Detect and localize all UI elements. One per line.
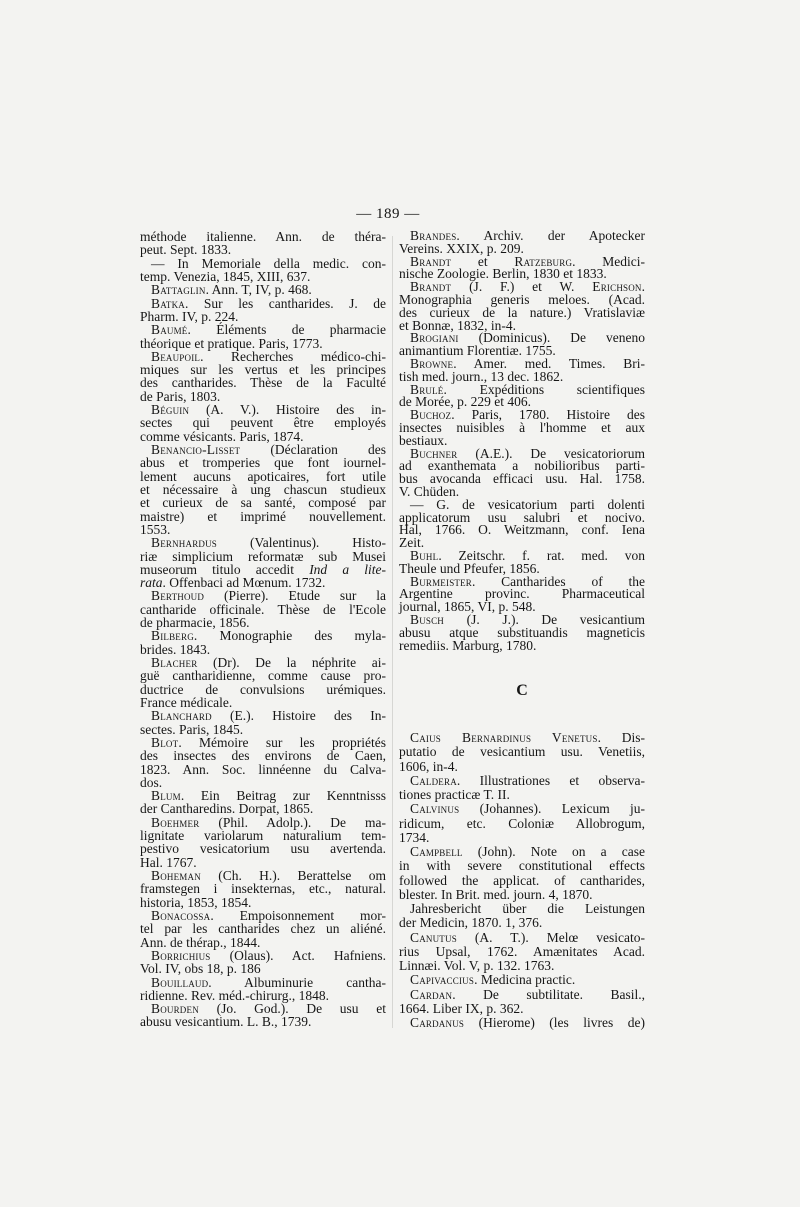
text-line [140,297,386,310]
text-line [140,976,386,989]
text-run: . Ann. T, IV, p. 468. [205,282,312,298]
text-run: . Dis- [597,730,645,745]
bibliography-entry [399,988,645,1017]
author-name: Blanchard [151,708,212,724]
text-run: tel par les cantharides chez un aliéné. [140,921,386,937]
text-line [140,390,386,403]
text-line [140,363,386,376]
text-line [140,337,386,350]
text-run: . Paris, 1780. Histoire des [451,407,645,423]
text-line [399,524,645,537]
text-run: 1823. Ann. Soc. linnéenne du Calva- [140,761,386,777]
text-run: . Ein Beitrag zur Kenntnisss [180,788,386,804]
text-line [140,882,386,895]
text-run: et [451,253,515,269]
text-line [399,859,645,873]
text-run: Vol. IV, obs 18, p. 186 [140,961,261,977]
text-run: et nécessaire à ung chascun studieux [140,481,386,497]
author-name: Bonacossa [151,907,211,923]
text-run: rius Upsal, 1762. Amænitates Acad. [399,943,645,959]
text-line [140,669,386,682]
text-run: Theule und Pfeufer, 1856. [399,560,540,576]
text-line [140,1015,386,1028]
text-run: followed the applicat. of cantharides, [399,872,645,888]
text-run: (A. V.). Histoire des in- [189,402,386,418]
text-line [140,323,386,336]
text-line [140,763,386,776]
text-line [399,788,645,802]
text-run: ductrice de convulsions urémiques. [140,681,386,697]
bibliography-entry [399,931,645,974]
author-name: Cardan [410,986,453,1002]
bibliography-entry [399,731,645,774]
text-run: cantharide officinale. Thèse de l'Ecole [140,601,386,617]
text-line [140,643,386,656]
author-name: Brandt [410,253,452,269]
author-name: Bilberg [151,628,194,644]
author-name: Bouillaud [151,974,209,990]
text-run: — G. de vesicatorium parti dolenti [410,496,645,512]
text-run: (A.E.). De vesicatoriorum [457,445,645,461]
text-line [399,945,645,959]
text-run: (Hierome) (les livres de) [464,1015,645,1030]
author-name: Blum [151,788,181,804]
text-line [399,1002,645,1016]
text-line [140,403,386,416]
text-run: sectes. Paris, 1845. [140,721,244,737]
text-run: . De subtilitate. Basil., [452,986,645,1002]
author-name: Beaupoil [151,348,201,364]
text-run: (J. J.). De vesicantium [444,611,645,627]
text-line [140,470,386,483]
text-line [140,736,386,749]
text-run: (Valentinus). Histo- [217,535,386,551]
text-run: Hal, 1766. O. Weitzmann, conf. Iena [399,522,645,538]
text-run: 1606, in-4. [399,758,458,774]
text-run: Ann. de thérap., 1844. [140,934,261,950]
bibliography-entry [140,629,386,656]
text-run: de Paris, 1803. [140,388,221,404]
text-run: (Johannes). Lexicum ju- [459,801,645,817]
author-name: Batka [151,295,186,311]
author-name: Campbell [410,844,463,859]
bibliography-entry [399,845,645,902]
bibliography-entry [140,736,386,789]
text-line [140,496,386,509]
author-name: Brandes [410,228,457,243]
bibliography-entry [399,547,645,576]
text-run: V. Chüden. [399,483,460,499]
bibliography-entry [399,774,645,803]
text-run: ridicum, etc. Coloniæ Allobrogum, [399,815,645,831]
author-name: Browne [410,355,454,371]
text-line [140,523,386,536]
text-run: pestivo vesicatorium usu avertenda. [140,841,386,857]
text-line [140,243,386,256]
text-run: Hal. 1767. [140,854,197,870]
text-run: miques sur les vertus et les principes [140,362,386,378]
text-line [140,789,386,802]
text-line [140,443,386,456]
carryover-entry [140,230,386,257]
author-name: Erichson [592,279,642,295]
italic-title: Ind a lite- [309,561,386,577]
bibliography-entry [399,355,645,384]
bibliography-entry [140,297,386,324]
text-run: riæ simplicium reformatæ sub Musei [140,548,386,564]
bibliography-entry [140,536,386,589]
text-run: de Morée, p. 229 et 406. [399,394,531,410]
text-line [140,856,386,869]
text-line [140,909,386,922]
text-line [140,576,386,589]
text-line [140,483,386,496]
bibliography-entry [140,283,386,296]
author-name: Béguin [151,402,190,418]
author-name: Baumé [151,322,188,338]
text-run: . Recherches médico-chi- [200,348,386,364]
text-run: (J. F.) et W. [451,279,593,295]
bibliography-entry [140,589,386,629]
text-line [399,831,645,845]
text-line [140,1002,386,1015]
text-line [399,902,645,916]
text-line [140,376,386,389]
bibliography-entry [140,869,386,909]
bibliography-entry [140,443,386,536]
text-run: putatio de vesicantium usu. Venetiis, [399,744,645,760]
text-run: . Expéditions scientifiques [443,381,645,397]
author-name: Benancio-Lisset [151,442,241,457]
text-line [140,709,386,722]
text-run: et curieux de sa santé, composé par [140,495,386,511]
bibliography-entry [399,902,645,931]
section-heading-letter: C [516,682,528,699]
text-run: (Olaus). Act. Hafniens. [210,947,386,963]
text-line [140,723,386,736]
text-run: (Dominicus). De veneno [458,330,645,346]
text-run: Pharm. IV, p. 224. [140,308,239,324]
text-run: (Phil. Adolp.). De ma- [199,814,386,830]
text-run: . Amer. med. Times. Bri- [453,355,645,371]
text-line [140,962,386,975]
text-line [140,829,386,842]
text-line [399,845,645,859]
text-run: . Empoisonnement mor- [210,907,386,923]
text-run: des curieux de la nature.) Vratislaviæ [399,304,645,320]
author-name: Buchner [410,445,458,461]
bibliography-entry [140,656,386,709]
author-name: Ratzeburg [514,253,573,269]
text-run: maistre) et imprimé nouvellement. [140,508,386,524]
text-run: peut. Sept. 1833. [140,242,232,258]
text-line [399,745,645,759]
text-run: blester. In Brit. med. journ. 4, 1870. [399,886,593,902]
bibliography-entry [140,350,386,403]
text-line [140,589,386,602]
text-run: (Jo. God.). De usu et [198,1001,386,1017]
author-name: Capivaccius [410,972,475,988]
author-name: Burmeister [410,573,473,589]
text-run: Zeit. [399,535,425,551]
bibliography-entry [399,802,645,845]
text-run: abusu atque substituandis magneticis [399,624,645,640]
author-name: Buhl [410,547,439,563]
text-line [399,774,645,788]
text-line [140,749,386,762]
author-name: Blot [151,734,179,750]
bibliography-entry [140,976,386,1003]
text-run: remediis. Marburg, 1780. [399,637,537,653]
text-run: . Illustrationes et observa- [456,772,645,788]
text-run: des cantharides. Thèse de la Faculté [140,375,386,391]
author-name: Caius Bernardinus Venetus [410,730,598,745]
text-run: . Medicina practic. [474,972,576,988]
text-run: lement aucuns apoticaires, fort utile [140,468,386,484]
text-line [140,696,386,709]
section-c [399,731,645,1030]
text-run: France médicale. [140,694,233,710]
text-line [399,888,645,902]
bibliography-entry [399,611,645,653]
text-run: brides. 1843. [140,641,211,657]
text-line [140,802,386,815]
text-run: (E.). Histoire des In- [211,708,386,724]
text-run: Linnæi. Vol. V, p. 132. 1763. [399,958,555,973]
text-run: journal, 1865, VI, p. 548. [399,599,536,615]
text-run: tish med. journ., 13 dec. 1862. [399,368,564,384]
author-name: Calvinus [410,801,460,817]
text-run: — In Memoriale della medic. con- [151,255,386,271]
text-run: . Éléments de pharmacie [187,322,386,338]
bibliography-entry [399,573,645,615]
text-line [399,931,645,945]
text-line [140,230,386,243]
text-run: (Ch. H.). Berattelse om [200,868,386,883]
author-name: Brulé [410,381,444,397]
section-b-end [399,230,645,652]
text-line [399,1016,645,1030]
text-run: nische Zoologie. Berlin, 1830 et 1833. [399,266,607,282]
bibliography-entry [399,1016,645,1030]
text-run: Argentine provinc. Pharmaceutical [399,586,645,602]
text-line [140,869,386,882]
text-line [140,989,386,1002]
bibliography-entry [140,323,386,350]
text-run: (A. T.). Melœ vesicato- [456,929,645,945]
text-run: . Zeitschr. f. rat. med. von [438,547,645,563]
text-run: (John). Note on a case [462,844,645,859]
author-name: Busch [410,611,445,627]
text-line [140,936,386,949]
text-line [140,310,386,323]
text-run: dos. [140,774,163,790]
text-line [140,283,386,296]
text-run: bestiaux. [399,432,448,448]
text-line [399,916,645,930]
text-run: comme vésicants. Paris, 1874. [140,428,304,444]
author-name: Canutus [410,929,457,945]
text-run: der Cantharedins. Dorpat, 1865. [140,801,314,817]
text-line [399,973,645,987]
author-name: Battaglin [151,282,206,298]
text-line [140,922,386,935]
text-line [399,817,645,831]
bibliography-entry [399,381,645,410]
author-name: Brogiani [410,330,459,346]
author-name: Bourden [151,1001,199,1017]
bibliography-entry [140,403,386,443]
left-column [140,230,386,1029]
text-run: . Sur les cantharides. J. de [185,295,386,311]
text-line [140,603,386,616]
text-line [140,842,386,855]
text-run: animantium Florentiæ. 1755. [399,343,556,359]
text-line [140,510,386,523]
text-run: théorique et pratique. Paris, 1773. [140,335,323,351]
text-line [140,416,386,429]
author-name: Brandt [410,279,452,295]
author-name: Blacher [151,655,198,670]
bibliography-entry [140,709,386,736]
text-run: ad exanthemata a nobilioribus parti- [399,458,645,474]
text-run: (Déclaration des [240,442,386,457]
text-run: . Monographie des myla- [193,628,386,644]
text-run: 1664. Liber IX, p. 362. [399,1000,524,1016]
text-run: insectes nuisibles à l'homme et aux [399,419,645,435]
text-run: bus avocanda efficaci usu. Hal. 1758. [399,471,645,487]
text-run: des insectes des environs de Caen, [140,748,386,764]
text-line [399,760,645,774]
text-line [140,616,386,629]
text-run: . Albuminurie cantha- [208,974,386,990]
text-run: . [641,279,645,295]
bibliography-entry [140,816,386,869]
text-line [399,874,645,888]
text-line [140,656,386,669]
text-line [140,776,386,789]
text-run: sectes qui peuvent être employés [140,415,386,431]
text-line [140,563,386,576]
bibliography-entry [399,409,645,447]
bibliography-entry [399,281,645,332]
text-line [140,270,386,283]
author-name: Cardanus [410,1015,465,1030]
text-run: . Archiv. der Apotecker [456,228,645,243]
bibliography-entry [399,973,645,987]
text-run: abus et tromperies que font iournel- [140,455,386,471]
bibliography-entry [399,496,645,551]
text-run: (Dr). De la néphrite ai- [197,655,386,670]
bibliography-entry [140,909,386,949]
text-run: (Pierre). Etude sur la [204,588,386,604]
text-line [399,959,645,973]
text-line [399,637,645,653]
text-line [140,550,386,563]
text-run: historia, 1853, 1854. [140,894,252,910]
text-run: applicatorum usu salubri et nocivo. [399,509,645,525]
author-name: Bernhardus [151,535,218,551]
text-run: 1553. [140,521,171,537]
text-line [140,896,386,909]
bibliography-entry [399,332,645,358]
bibliography-entry [399,230,645,256]
text-run: de pharmacie, 1856. [140,615,250,631]
text-run: Monographia generis meloes. (Acad. [399,291,645,307]
bibliography-entry [140,789,386,816]
text-run: museorum titulo accedit [140,561,310,577]
text-run: der Medicin, 1870. 1, 376. [399,915,543,931]
author-name: Boehmer [151,814,200,830]
text-line [140,430,386,443]
text-line [140,350,386,363]
text-run: temp. Venezia, 1845, XIII, 637. [140,268,311,284]
bibliography-entry [399,445,645,499]
author-name: Buchoz [410,407,452,423]
author-name: Berthoud [151,588,205,604]
text-line [140,257,386,270]
text-run: framstegen i insekternas, etc., natural. [140,881,386,897]
text-run: lignitate variolarum naturalium tem- [140,828,386,844]
section-b-continued [140,230,386,1029]
text-run: ridienne. Rev. méd.-chirurg., 1848. [140,987,329,1003]
text-run: Jahresbericht über die Leistungen [410,901,645,916]
text-run: . Cantharides of the [472,573,645,589]
text-line [399,731,645,745]
author-name: Caldera [410,772,457,788]
text-run: et Bonnæ, 1832, in-4. [399,317,516,333]
bibliography-entry [399,253,645,282]
author-name: Boheman [151,868,201,883]
bibliography-entry [140,949,386,976]
text-run: . Mémoire sur les propriétés [178,734,386,750]
text-run: méthode italienne. Ann. de théra- [140,229,386,244]
text-run: tiones practicæ T. II. [399,787,510,802]
bibliography-entry [140,1002,386,1029]
text-run: 1734. [399,829,430,845]
column-divider [392,236,393,1028]
text-line [140,629,386,642]
right-column [399,230,645,1030]
text-run: Vereins. XXIX, p. 209. [399,240,524,256]
text-run: abusu vesicantium. L. B., 1739. [140,1014,312,1030]
text-run: guë cantharidienne, comme cause pro- [140,668,386,684]
text-run: in with severe constitutional effects [399,858,645,874]
italic-title: rata [140,575,163,591]
text-run: . Offenbaci ad Mœnum. 1732. [162,575,326,591]
text-line [399,802,645,816]
text-line [140,456,386,469]
text-line [399,988,645,1002]
bibliography-entry [140,257,386,284]
text-run: . Medici- [572,253,645,269]
text-line [140,536,386,549]
page-number: — 189 — [356,206,420,222]
text-line [140,683,386,696]
text-line [140,816,386,829]
text-line [140,949,386,962]
author-name: Borrichius [151,947,211,963]
